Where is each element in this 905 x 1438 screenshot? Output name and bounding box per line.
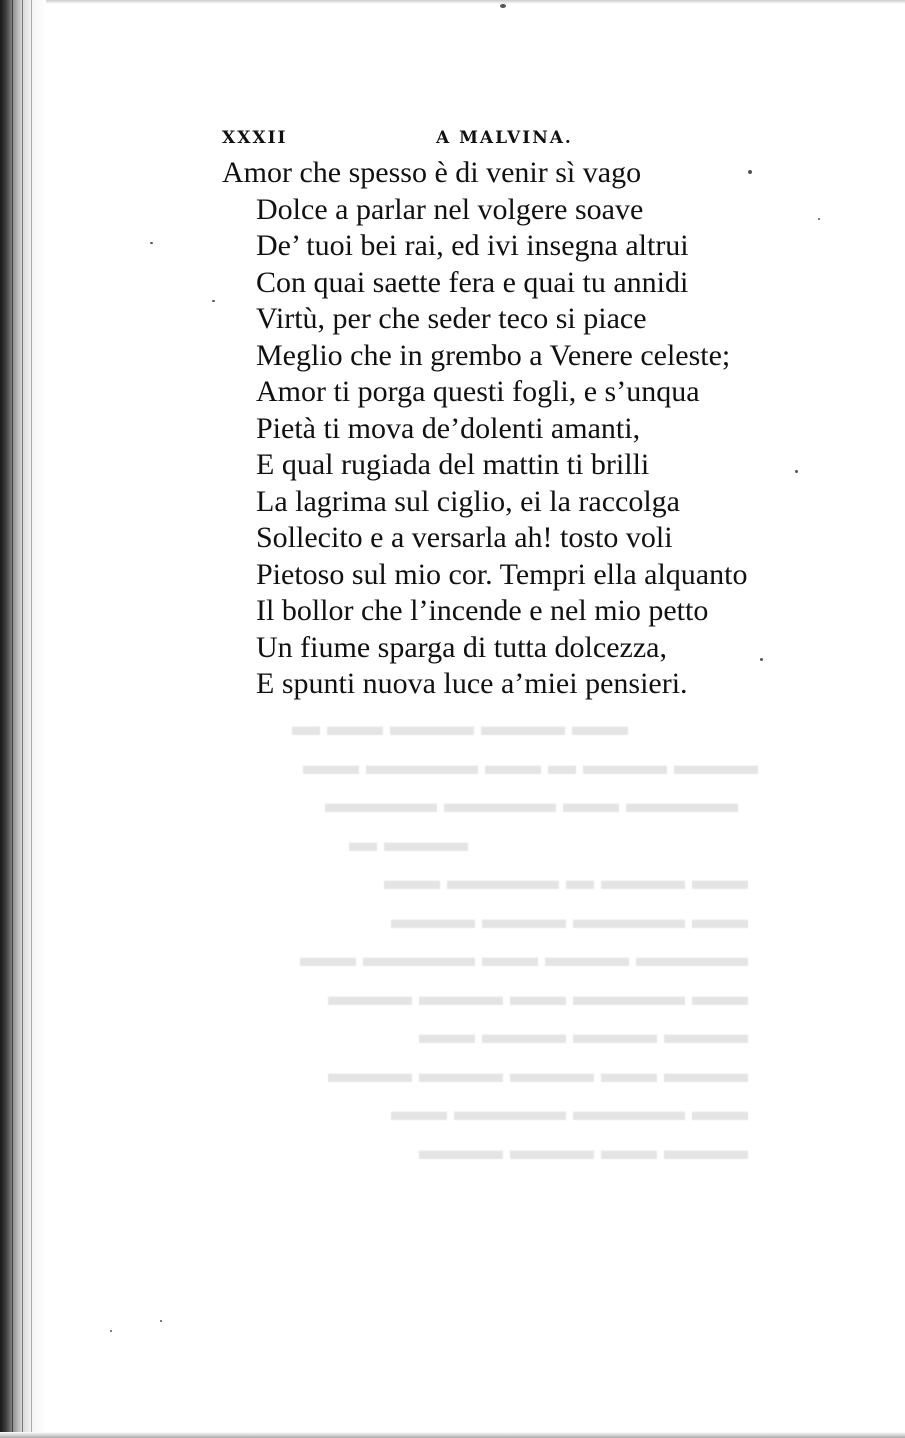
show-through-line: ▬▬▬▬ ▬▬ ▬▬▬▬ ▬▬▬▬: [325, 788, 738, 819]
show-through-line: ▬▬▬▬ ▬▬▬ ▬▬ ▬▬▬▬ ▬▬: [300, 942, 748, 973]
scan-speck: [500, 4, 506, 8]
scan-speck: [150, 242, 153, 244]
show-through-line: ▬▬ ▬▬▬▬ ▬▬ ▬▬▬ ▬▬▬: [328, 980, 748, 1012]
verse-line: Dolce a parlar nel volgere soave: [256, 192, 644, 226]
verse-line: Virtù, per che seder teco si piace: [256, 302, 647, 335]
verse-line: Amor ti porga questi fogli, e s’unqua: [256, 375, 700, 408]
gutter-line: [12, 0, 13, 1438]
verse-line: Pietoso sul mio cor. Tempri ella alquanto: [256, 557, 748, 591]
show-through-line: ▬▬ ▬▬▬ ▬▬▬ ▬▬ ▬: [292, 711, 628, 742]
show-through-line: ▬▬ ▬▬▬▬ ▬▬▬▬ ▬▬: [391, 1096, 748, 1127]
show-through-line: ▬▬ ▬▬▬▬ ▬▬▬ ▬▬▬: [391, 903, 748, 935]
scan-speck: [160, 1320, 162, 1322]
scan-speck: [748, 170, 752, 174]
show-through-line: ▬▬▬ ▬▬ ▬▬▬ ▬▬▬: [419, 1134, 748, 1166]
poem-text: [222, 155, 822, 703]
show-through-line: ▬▬▬ ▬▬▬ ▬▬▬ ▬▬: [419, 1019, 748, 1050]
scan-speck: [212, 300, 215, 302]
show-through-line: ▬▬ ▬▬▬ ▬ ▬▬▬▬ ▬▬: [384, 865, 748, 896]
binding-gutter: [0, 0, 46, 1438]
verse-line: La lagrima sul ciglio, ei la raccolga: [256, 484, 680, 518]
verse-line: Meglio che in grembo a Venere celeste;: [256, 338, 731, 372]
show-through-line: ▬▬▬ ▬▬ ▬▬▬ ▬▬▬ ▬▬▬: [328, 1057, 748, 1089]
verse-line: Sollecito e a versarla ah! tosto voli: [256, 521, 673, 554]
show-through-line: ▬▬▬ ▬▬▬ ▬ ▬▬ ▬▬▬▬ ▬▬: [303, 749, 758, 781]
scan-speck: [818, 218, 820, 220]
verse-line: Un fiume sparga di tutta dolcezza,: [256, 630, 667, 664]
gutter-line: [3, 0, 5, 1438]
page-top-edge: [0, 0, 905, 4]
verse-line: De’ tuoi bei rai, ed ivi insegna altrui: [256, 229, 689, 262]
running-title: A MALVINA.: [436, 128, 573, 148]
page-header: [222, 128, 782, 154]
scan-speck: [110, 1330, 112, 1332]
show-through-line: ▬▬▬ ▬: [349, 826, 468, 858]
page-bottom-edge: [0, 1432, 905, 1438]
scan-speck: [795, 470, 798, 473]
verse-line: Pietà ti mova de’dolenti amanti,: [256, 411, 641, 445]
verse-line: E spunti nuova luce a’miei pensieri.: [256, 667, 688, 700]
verse-line: Amor che spesso è di venir sì vago: [222, 156, 642, 189]
verse-line: Con quai saette fera e quai tu annidi: [256, 265, 689, 299]
gutter-line: [31, 0, 32, 1438]
scan-speck: [760, 658, 763, 661]
verse-line: E qual rugiada del mattin ti brilli: [256, 448, 650, 481]
page-number: XXXII: [222, 128, 288, 148]
reverse-page-show-through: [228, 708, 768, 1170]
verse-line: Il bollor che l’incende e nel mio petto: [256, 594, 709, 627]
gutter-line: [22, 0, 23, 1438]
